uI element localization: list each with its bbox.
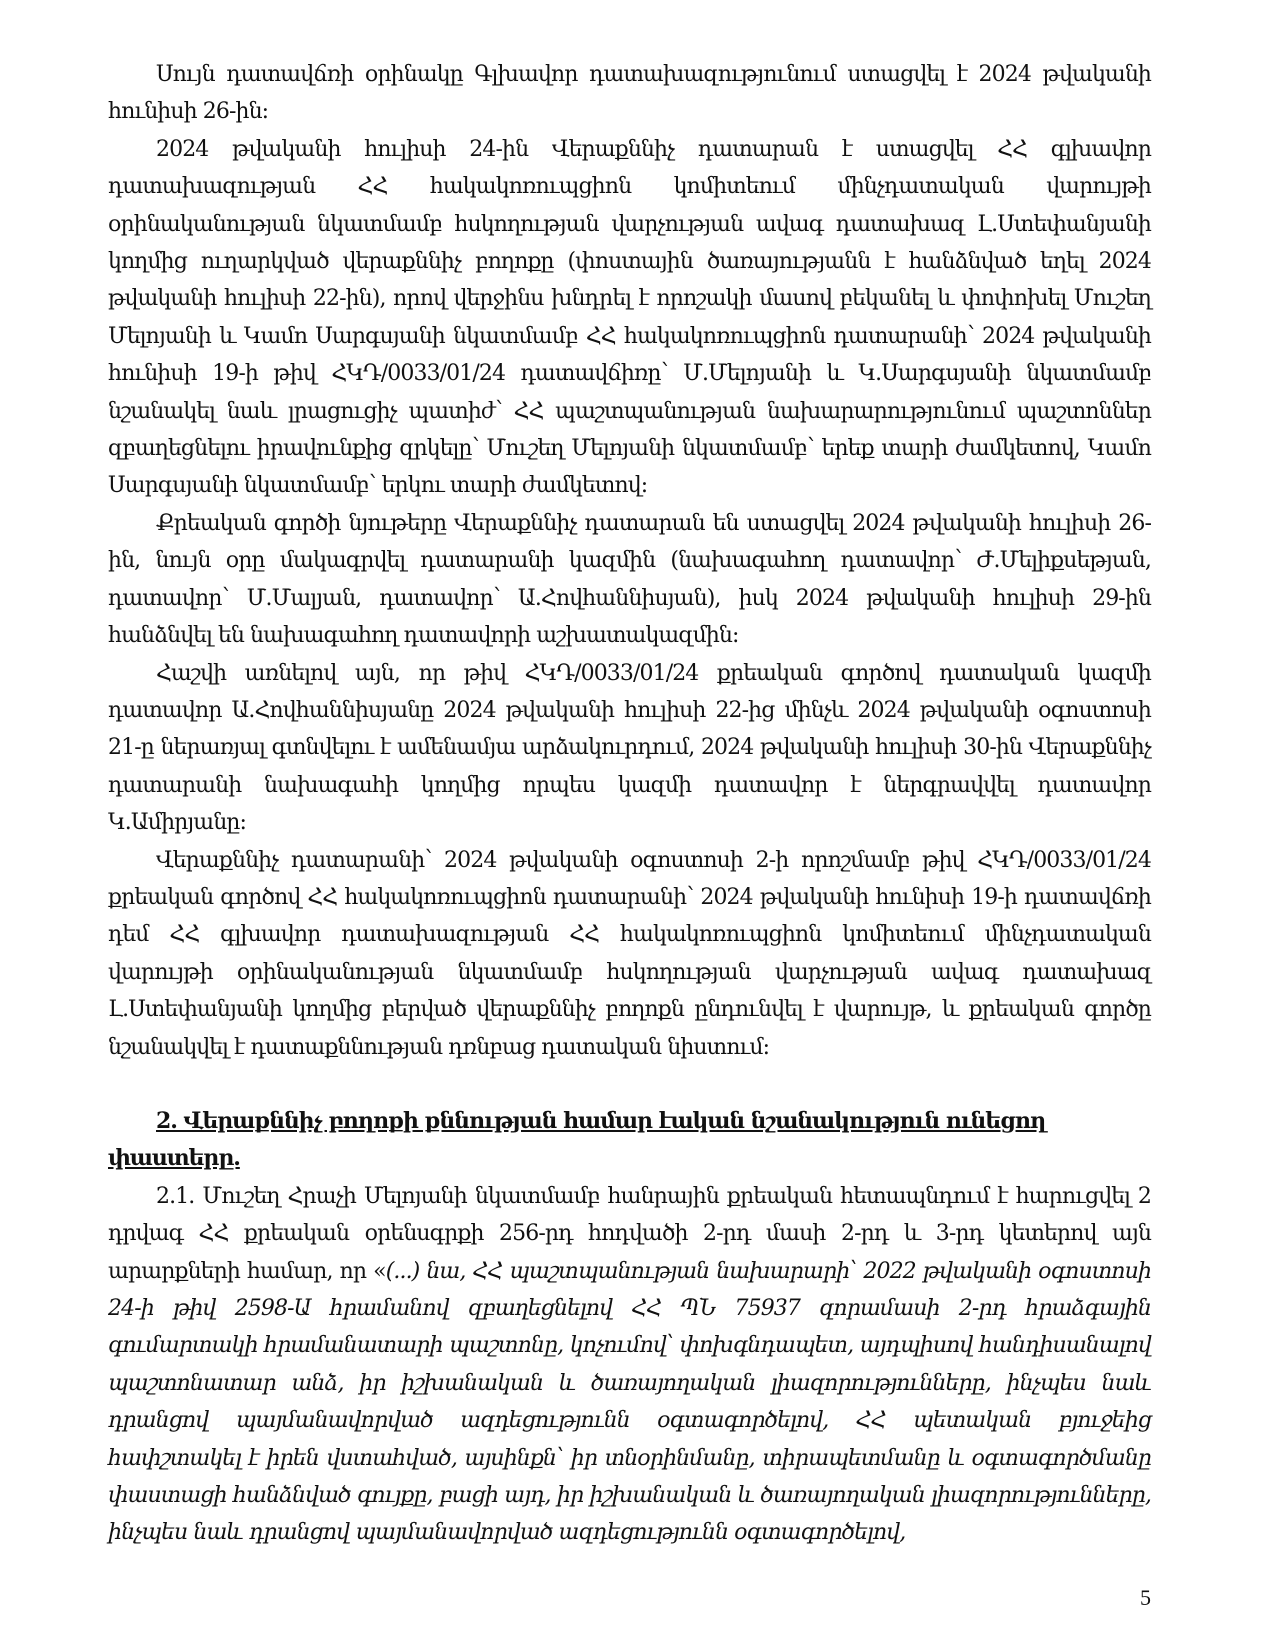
quoted-charge-text: (...) նա, ՀՀ պաշտպանության նախարարի՝ 2022 թվականի օգոստոսի 24-ի թիվ 2598-Ա հրամանով զբաղեցնելով ՀՀ ՊՆ 75937 զորամասի 2-րդ հրաձգային գումարտակի հրամանատարի պաշտոնը, կոչումով՝ փոխգնդապետ, այդպիսով հանդիսանալով պաշտոնատար անձ, իր իշխանական և ծառայողական լիազորությունները, ինչպես նաև դրանցով պայմանավորված ազդեցությունն օգտագործելով, ՀՀ պետական բյուջեից հափշտակել է իրեն վստահված, այսինքն՝ իր տնօրինմանը, տիրապետմանը և օգտագործմանը փաստացի հանձնված գույքը, բացի այդ, իր իշխանական և ծառայողական լիազորությունները, ինչպես նաև դրանցով պայմանավորված ազդեցությունն օգտագործելով, [108, 1258, 1151, 1546]
spacer [108, 1066, 1151, 1103]
section-heading: 2. Վերաքննիչ բողոքի քննության համար էական նշանակություն ունեցող փաստերը. [108, 1107, 1046, 1172]
page-number: 5 [1140, 1585, 1151, 1610]
paragraph-5: Վերաքննիչ դատարանի՝ 2024 թվականի օգոստոսի 2-ի որոշմամբ թիվ ՀԿԴ/0033/01/24 քրեական գործով ՀՀ հակակոռուպցիոն դատարանի՝ 2024 թվականի հունիսի 19-ի դատավճռի դեմ ՀՀ գլխավոր դատախազության ՀՀ հակակոռուպցիոն կոմիտեում մինչդատական վարույթի օրինականության նկատմամբ հսկողության վարչության ավագ դատախազ Լ.Ստեփանյանի կողմից բերված վերաքննիչ բողոքն ընդունվել է վարույթ, և քրեական գործը նշանակվել է դատաքննության դռնբաց դատական նիստում: [108, 847, 1151, 1060]
section-intro-text: 2.1. Մուշեղ Հրաչի Մելոյանի նկատմամբ հանրային քրեական հետապնդում է հարուցվել 2 դրվագ ՀՀ քրեական օրենսգրքի 256-րդ հոդվածի 2-րդ մասի 2-րդ և 3-րդ կետերով այն արարքների համար, որ « [108, 1183, 1151, 1284]
paragraph-1: Սույն դատավճռի օրինակը Գլխավոր դատախազությունում ստացվել է 2024 թվականի հունիսի 26-ին: [108, 62, 1151, 125]
section-paragraph-2-1 [108, 1178, 1151, 1552]
document-page [108, 56, 1151, 1552]
paragraph-2: 2024 թվականի հուլիսի 24-ին Վերաքննիչ դատարան է ստացվել ՀՀ գլխավոր դատախազության ՀՀ հակակոռուպցիոն կոմիտեում մինչդատական վարույթի օրինականության նկատմամբ հսկողության վարչության ավագ դատախազ Լ.Ստեփանյանի կողմից ուղարկված վերաքննիչ բողոքը (փոստային ծառայությանն է հանձնված եղել 2024 թվականի հուլիսի 22-ին), որով վերջինս խնդրել է որոշակի մասով բեկանել և փոփոխել Մուշեղ Մելոյանի և Կամո Սարգսյանի նկատմամբ ՀՀ հակակոռուպցիոն դատարանի՝ 2024 թվականի հունիսի 19-ի թիվ ՀԿԴ/0033/01/24 դատավճիռը՝ Մ.Մելոյանի և Կ.Սարգսյանի նկատմամբ նշանակել նաև լրացուցիչ պատիժ՝ ՀՀ պաշտպանության նախարարությունում պաշտոններ զբաղեցնելու իրավունքից զրկելը՝ Մուշեղ Մելոյանի նկատմամբ՝ երեք տարի ժամկետով, Կամո Սարգսյանի նկատմամբ՝ երկու տարի ժամկետով: [108, 136, 1151, 499]
paragraph-3: Քրեական գործի նյութերը Վերաքննիչ դատարան են ստացվել 2024 թվականի հուլիսի 26-ին, նույն օրը մակագրվել դատարանի կազմին (նախագահող դատավոր՝ Ժ.Մելիքսեթյան, դատավոր՝ Մ.Մալյան, դատավոր՝ Ա.Հովհաննիսյան), իսկ 2024 թվականի հուլիսի 29-ին հանձնվել են նախագահող դատավորի աշխատակազմին: [108, 510, 1151, 649]
paragraph-4: Հաշվի առնելով այն, որ թիվ ՀԿԴ/0033/01/24 քրեական գործով դատական կազմի դատավոր Ա.Հովհաննիսյանը 2024 թվականի հուլիսի 22-ից մինչև 2024 թվականի օգոստոսի 21-ը ներառյալ գտնվելու է ամենամյա արձակուրդում, 2024 թվականի հուլիսի 30-ին Վերաքննիչ դատարանի նախագահի կողմից որպես կազմի դատավոր է ներգրավվել դատավոր Կ.Ամիրյանը: [108, 660, 1151, 836]
